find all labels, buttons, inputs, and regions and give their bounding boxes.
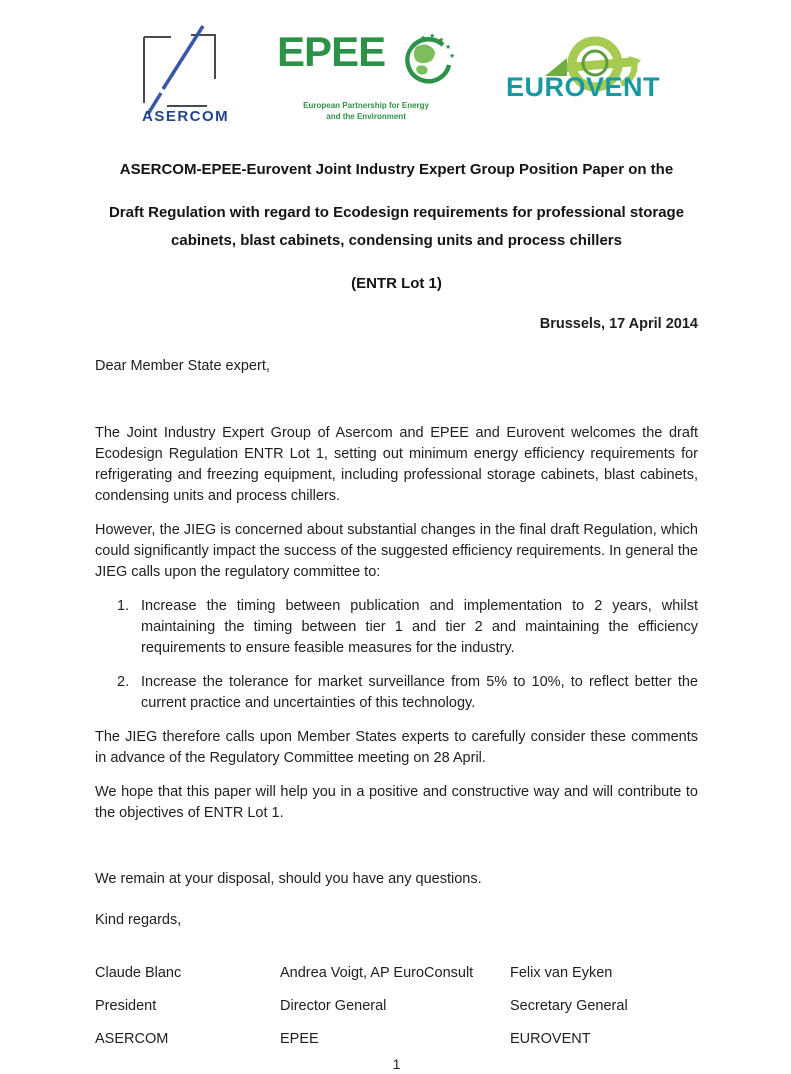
svg-text:★: ★ <box>438 37 445 44</box>
signature-title: Secretary General <box>510 998 628 1014</box>
title-line-1: ASERCOM-EPEE-Eurovent Joint Industry Expert Group Position Paper on the <box>119 161 674 178</box>
paragraph-2: However, the JIEG is concerned about substantial changes in the final draft Regulation, which could significantly impact the success of the suggested efficiency requirements. In general the JIEG calls upon the regulatory committee to: <box>95 522 698 580</box>
epee-globe-icon <box>393 32 455 90</box>
epee-logo-top <box>277 28 456 90</box>
list-item-2-text: Increase the tolerance for market surveillance from 5% to 10%, to reflect better the current practice and uncertainties of this technology. <box>141 674 698 711</box>
signature-asercom <box>95 948 280 1047</box>
eurovent-wordmark: EUROVENT <box>505 72 660 102</box>
signature-eurovent <box>510 948 698 1047</box>
asercom-frame-icon <box>131 24 227 116</box>
title-line-2a: Draft Regulation with regard to Ecodesign requirements for professional storage <box>108 204 685 221</box>
signature-name: Claude Blanc <box>95 965 182 981</box>
signature-org: EUROVENT <box>510 1031 591 1047</box>
list-item-1-text: Increase the timing between publication and implementation to 2 years, whilst maintaining the timing between tier 1 and tier 2 and maintaining the efficiency requirements to ensure feasible measures for the industry. <box>141 598 698 656</box>
eurovent-logo <box>503 30 663 103</box>
list-item-1-number: 1. <box>117 598 130 614</box>
epee-tagline <box>277 100 455 122</box>
epee-tagline-line2: and the Environment <box>326 112 406 121</box>
signature-name: Felix van Eyken <box>510 965 613 981</box>
page-number: 1 <box>392 1056 401 1072</box>
closing: Kind regards, <box>95 912 182 928</box>
epee-tagline-line1: European Partnership for Energy <box>303 101 429 110</box>
svg-text:★: ★ <box>420 35 427 42</box>
paragraph-4: We hope that this paper will help you in a positive and constructive way and will contribute to the objectives of ENTR Lot 1. <box>95 784 698 821</box>
document-content <box>0 161 791 1074</box>
logo-row <box>0 0 791 125</box>
salutation: Dear Member State expert, <box>95 358 270 374</box>
page-footer <box>95 1056 698 1074</box>
title-line-2b: cabinets, blast cabinets, condensing units and process chillers <box>171 232 622 249</box>
svg-text:★: ★ <box>449 53 456 60</box>
signature-block <box>95 948 698 1047</box>
asercom-logo <box>128 24 229 125</box>
signature-name: Andrea Voigt, AP EuroConsult <box>280 965 474 981</box>
paragraph-5: We remain at your disposal, should you have any questions. <box>95 871 482 887</box>
signature-epee <box>280 948 510 1047</box>
paragraph-3: The JIEG therefore calls upon Member States experts to carefully consider these comments in advance of the Regulatory Committee meeting on 28 April. <box>95 729 698 766</box>
numbered-list <box>95 596 698 714</box>
list-item-2 <box>95 672 698 714</box>
list-item-2-number: 2. <box>117 674 130 690</box>
signature-title: President <box>95 998 157 1014</box>
list-item-1 <box>95 596 698 659</box>
svg-text:★: ★ <box>429 33 436 40</box>
signature-title: Director General <box>280 998 387 1014</box>
epee-wordmark: EPEE <box>277 28 386 75</box>
epee-logo <box>277 28 456 122</box>
asercom-wordmark: ASERCOM <box>142 108 230 125</box>
title-line-3: (ENTR Lot 1) <box>351 275 442 292</box>
paragraph-1: The Joint Industry Expert Group of Asercom and EPEE and Eurovent welcomes the draft Ecodesign Regulation ENTR Lot 1, setting out minimum energy efficiency requirements for refrigerating and freezing equipment, including professional storage cabinets, blast cabinets, condensing units and process chillers. <box>95 425 698 504</box>
signature-org: EPEE <box>280 1031 319 1047</box>
dateline: Brussels, 17 April 2014 <box>539 316 698 332</box>
svg-text:★: ★ <box>445 44 452 51</box>
signature-org: ASERCOM <box>95 1031 169 1047</box>
